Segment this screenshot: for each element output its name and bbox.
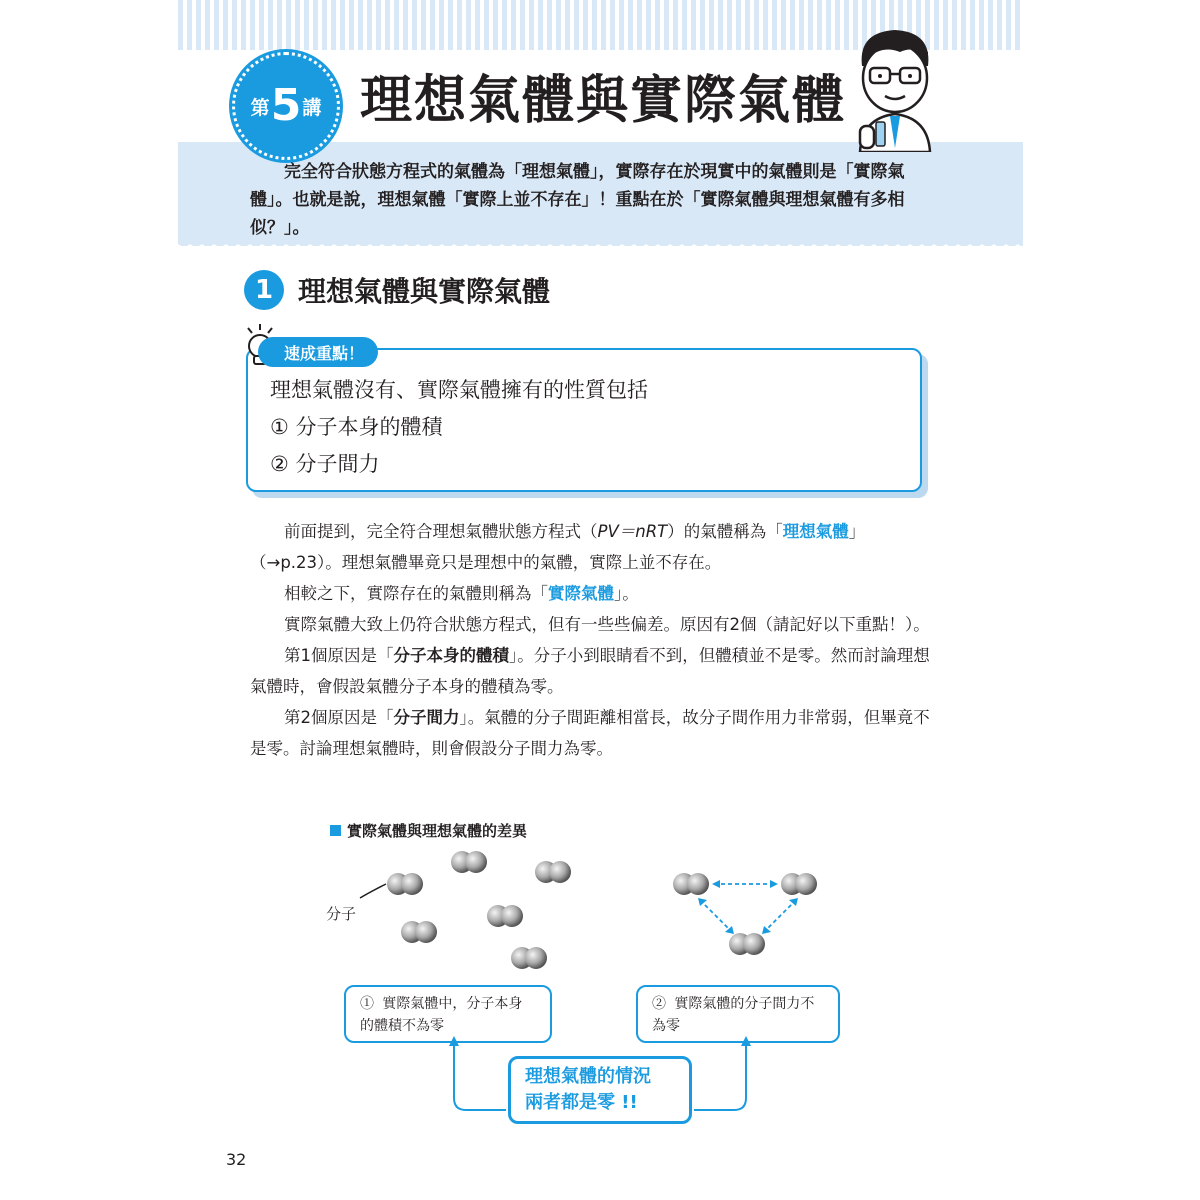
figure-caption: 實際氣體與理想氣體的差異 xyxy=(330,820,527,841)
molecule xyxy=(673,873,709,895)
molecule xyxy=(387,873,423,895)
force-arrows xyxy=(700,884,796,932)
intro-paragraph: 完全符合狀態方程式的氣體為「理想氣體」，實際存在於現實中的氣體則是「實際氣體」。也就是說，理想氣體「實際上並不存在」！重點在於「實際氣體與理想氣體有多相似？」。 xyxy=(250,162,905,238)
key-point-line: 理想氣體沒有、實際氣體擁有的性質包括 xyxy=(270,378,648,402)
key-point-line: ① 分子本身的體積 xyxy=(270,415,443,439)
molecule xyxy=(781,873,817,895)
ideal-gas-box xyxy=(508,1056,692,1124)
section-title: 理想氣體與實際氣體 xyxy=(298,275,551,308)
note-real-gas-volume: ① 實際氣體中，分子本身的體積不為零 xyxy=(344,985,552,1043)
lecture-number: 5 xyxy=(270,80,302,131)
body-paragraph-2: 相較之下，實際存在的氣體則稱為「實際氣體」。 xyxy=(284,584,639,603)
body-paragraph-1: 前面提到，完全符合理想氣體狀態方程式（PV＝nRT）的氣體稱為「理想氣體」（→p.23）。理想氣體畢竟只是理想中的氣體，實際上並不存在。 xyxy=(250,522,866,572)
key-point-line: ② 分子間力 xyxy=(270,452,380,476)
connector-right xyxy=(694,1040,746,1110)
key-point-lines xyxy=(270,372,648,483)
note-real-gas-force: ② 實際氣體的分子間力不為零 xyxy=(636,985,840,1043)
chapter-title: 理想氣體與實際氣體 xyxy=(360,71,847,131)
page-number: 32 xyxy=(226,1150,247,1169)
ideal-line-2: 兩者都是零 !! xyxy=(525,1092,638,1113)
term-real-gas: 實際氣體 xyxy=(548,584,614,603)
lecture-badge xyxy=(232,52,340,160)
molecule xyxy=(487,905,523,927)
term-intermolecular-force: 分子間力 xyxy=(393,708,460,727)
body-paragraph-3: 實際氣體大致上仍符合狀態方程式，但有一些些偏差。原因有2個（請記好以下重點！）。 xyxy=(284,615,930,634)
term-ideal-gas: 理想氣體 xyxy=(782,522,849,541)
body-paragraph-5: 第2個原因是「分子間力」。氣體的分子間距離相當長，故分子間作用力非常弱，但畢竟不是零。討論理想氣體時，則會假設分子間力為零。 xyxy=(250,708,930,758)
key-point-label: 速成重點！ xyxy=(258,337,378,367)
molecule-label: 分子 xyxy=(326,905,357,923)
section-number: 1 xyxy=(244,270,284,310)
molecule xyxy=(451,851,487,873)
lecture-suffix: 講 xyxy=(302,96,322,119)
body-paragraph-4: 第1個原因是「分子本身的體積」。分子小到眼睛看不到，但體積並不是零。然而討論理想氣體時，會假設氣體分子本身的體積為零。 xyxy=(250,646,930,696)
term-molecular-volume: 分子本身的體積 xyxy=(393,646,509,665)
molecule xyxy=(401,921,437,943)
ideal-line-1: 理想氣體的情況 xyxy=(525,1066,651,1087)
caption-square-icon xyxy=(330,825,341,836)
connector-left xyxy=(454,1040,506,1110)
section-heading xyxy=(244,270,550,310)
professor-mascot-icon xyxy=(840,22,950,152)
label-pointer xyxy=(360,884,386,898)
lecture-prefix: 第 xyxy=(250,96,270,119)
molecule xyxy=(729,933,765,955)
molecule xyxy=(511,947,547,969)
body-text xyxy=(250,516,936,764)
molecule xyxy=(535,861,571,883)
formula: PV＝nRT xyxy=(597,522,668,541)
